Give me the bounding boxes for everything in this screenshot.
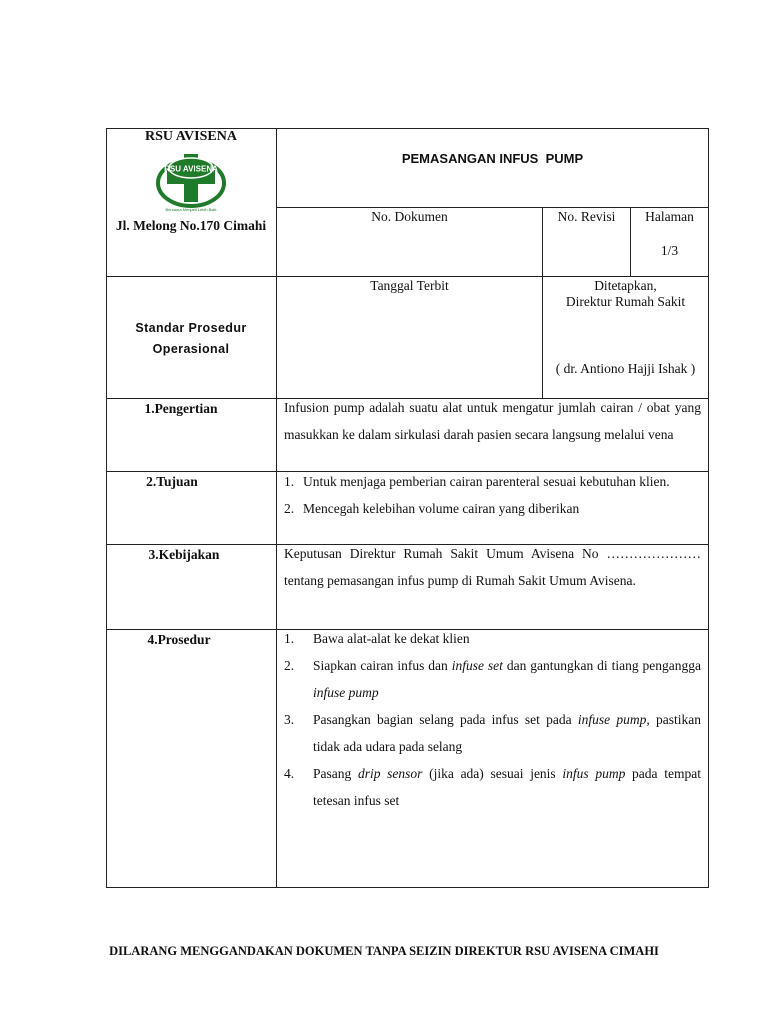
procedure-item — [284, 625, 701, 652]
logo-tagline: Bersama Menjadi Lebih Baik — [165, 207, 217, 212]
purpose-label: 2.Tujuan — [146, 474, 198, 489]
procedure-item-term: infuse pump — [313, 685, 379, 700]
sop-label-line1: Standar Prosedur — [135, 321, 247, 335]
procedure-item-text: Pasangkan bagian selang pada infus set pada — [313, 712, 578, 727]
issue-date-label: Tanggal Terbit — [370, 278, 449, 293]
purpose-list — [284, 468, 701, 522]
policy-label: 3.Kebijakan — [148, 547, 220, 562]
procedure-label: 4.Prosedur — [147, 632, 211, 647]
doc-number-label: No. Dokumen — [371, 209, 448, 224]
procedure-item-text: dan gantungkan di tiang pengangga — [502, 658, 702, 673]
procedure-item-term: infuse pump, — [577, 712, 650, 727]
purpose-item-text: Mencegah kelebihan volume cairan yang diberikan — [303, 501, 580, 516]
purpose-item-text: Untuk menjaga pemberian cairan parenteral sesuai kebutuhan klien. — [303, 474, 670, 489]
procedure-item-term: drip sensor — [357, 766, 423, 781]
procedure-item-text: Bawa alat-alat ke dekat klien — [313, 631, 470, 646]
procedure-item-text: pada tempat tetesan infus set — [313, 766, 701, 808]
purpose-item-number: 1. — [284, 474, 295, 489]
procedure-item-number: 3. — [284, 712, 295, 727]
purpose-item — [284, 495, 701, 522]
procedure-item-term: infuse set — [451, 658, 503, 673]
page-value: 1/3 — [660, 243, 679, 258]
procedure-item-term: infus pump — [562, 766, 626, 781]
approver-title: Direktur Rumah Sakit — [565, 294, 686, 309]
sop-label-line2: Operasional — [152, 342, 230, 356]
document-title: PEMASANGAN INFUS PUMP — [401, 151, 584, 166]
footer-notice: DILARANG MENGGANDAKAN DOKUMEN TANPA SEIZIN DIREKTUR RSU AVISENA CIMAHI — [109, 944, 659, 958]
definition-label: 1.Pengertian — [144, 401, 218, 416]
procedure-item-text: (jika ada) sesuai jenis — [422, 766, 563, 781]
procedure-item — [284, 652, 701, 706]
procedure-item-text: Siapkan cairan infus dan — [313, 658, 452, 673]
definition-text: Infusion pump adalah suatu alat untuk mengatur jumlah cairan / obat yang masukkan ke dalam sirkulasi darah pasien secara langsung melalui vena — [284, 400, 701, 442]
table-border-right — [708, 128, 709, 888]
procedure-item-number: 4. — [284, 766, 295, 781]
procedure-item-text: pastikan tidak ada udara pada selang — [313, 712, 701, 754]
revision-label: No. Revisi — [557, 209, 616, 224]
logo-text: RSU AVISENA — [164, 164, 218, 174]
hospital-logo — [153, 148, 229, 218]
procedure-item-text: Pasang — [313, 766, 358, 781]
procedure-item — [284, 760, 701, 814]
approver-name: ( dr. Antiono Hajji Ishak ) — [555, 361, 696, 376]
page-label: Halaman — [645, 209, 694, 224]
hospital-address: Jl. Melong No.170 Cimahi — [115, 218, 267, 233]
table-border-bottom — [106, 887, 709, 888]
approved-label: Ditetapkan, — [594, 278, 657, 293]
procedure-item — [284, 706, 701, 760]
logo-emblem-icon — [153, 148, 229, 218]
policy-text: Keputusan Direktur Rumah Sakit Umum Avisena No …………………tentang pemasangan infus pump di Rumah Sakit Umum Avisena. — [284, 546, 701, 588]
procedure-list — [284, 625, 701, 814]
column-divider — [276, 128, 277, 888]
purpose-item-number: 2. — [284, 501, 295, 516]
procedure-item-number: 2. — [284, 658, 295, 673]
sop-table — [106, 128, 709, 888]
hospital-name: RSU AVISENA — [145, 129, 237, 144]
table-border-left — [106, 128, 107, 888]
purpose-item — [284, 468, 701, 495]
procedure-item-number: 1. — [284, 631, 295, 646]
